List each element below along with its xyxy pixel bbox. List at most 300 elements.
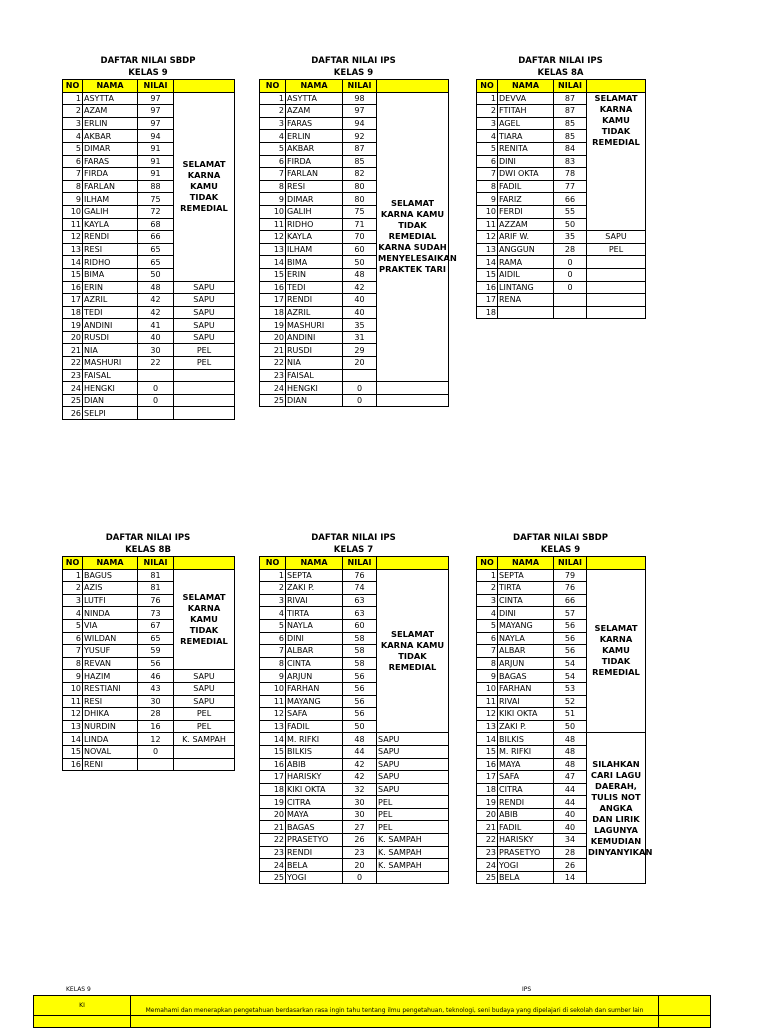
- row-no: 20: [477, 808, 498, 821]
- table-row: [260, 382, 449, 395]
- row-nilai: 30: [343, 796, 377, 809]
- row-nama: GALIH: [83, 205, 138, 218]
- table-row: [63, 344, 235, 357]
- row-no: 1: [260, 569, 286, 582]
- row-no: 21: [477, 821, 498, 834]
- row-no: 13: [63, 243, 83, 256]
- row-nilai: 94: [138, 130, 174, 143]
- row-nilai: 78: [554, 168, 587, 181]
- table-row: [477, 243, 646, 256]
- row-nama: NOVAL: [83, 745, 138, 758]
- row-no: 14: [260, 256, 286, 269]
- row-no: 4: [63, 130, 83, 143]
- row-keterangan: K. SAMPAH: [174, 733, 235, 746]
- row-nilai: 58: [343, 657, 377, 670]
- row-nilai: 48: [554, 745, 587, 758]
- row-nilai: 48: [554, 733, 587, 746]
- table-row: [63, 670, 235, 683]
- grade-table: [259, 556, 449, 884]
- header-keterangan: [174, 557, 235, 570]
- row-no: 15: [260, 745, 286, 758]
- row-no: 11: [477, 695, 498, 708]
- row-nilai: 76: [138, 594, 174, 607]
- row-nama: KIKI OKTA: [498, 708, 554, 721]
- header-no: NO: [477, 557, 498, 570]
- row-nama: ERLIN: [286, 130, 343, 143]
- row-no: 14: [477, 733, 498, 746]
- table-row: [63, 695, 235, 708]
- table-row: [260, 733, 449, 746]
- row-no: 13: [260, 720, 286, 733]
- row-keterangan: [174, 407, 235, 420]
- row-keterangan: SAPU: [377, 783, 449, 796]
- row-no: 7: [63, 168, 83, 181]
- header-keterangan: [174, 80, 235, 93]
- row-nilai: 75: [138, 193, 174, 206]
- row-nilai: 60: [343, 619, 377, 632]
- table-subtitle: KELAS 9: [333, 68, 374, 78]
- row-nama: RESI: [83, 243, 138, 256]
- row-nilai: 79: [554, 569, 587, 582]
- row-keterangan: PEL: [174, 708, 235, 721]
- row-nilai: 53: [554, 682, 587, 695]
- row-nama: SAFA: [498, 771, 554, 784]
- row-nama: YOGI: [286, 871, 343, 884]
- table-row: [260, 859, 449, 872]
- table-row: [63, 281, 235, 294]
- row-no: 7: [260, 168, 286, 181]
- row-no: 13: [260, 243, 286, 256]
- remedial-message: SELAMAT KARNA KAMU TIDAK REMEDIAL: [174, 92, 235, 281]
- row-nilai: 30: [138, 344, 174, 357]
- row-no: 21: [260, 821, 286, 834]
- row-keterangan: SAPU: [174, 331, 235, 344]
- grade-table: [62, 79, 235, 420]
- row-nama: AZRIL: [286, 306, 343, 319]
- row-nilai: 42: [138, 294, 174, 307]
- row-nama: RENITA: [498, 142, 554, 155]
- row-no: 16: [63, 758, 83, 771]
- row-keterangan: SAPU: [174, 306, 235, 319]
- row-nama: NIA: [286, 357, 343, 370]
- row-nilai: 65: [138, 632, 174, 645]
- row-nama: BAGUS: [83, 569, 138, 582]
- row-no: 17: [260, 771, 286, 784]
- row-no: 23: [260, 846, 286, 859]
- row-no: 10: [260, 205, 286, 218]
- row-keterangan: [587, 256, 646, 269]
- row-nama: RENI: [83, 758, 138, 771]
- row-no: 4: [260, 130, 286, 143]
- row-nama: ARJUN: [498, 657, 554, 670]
- row-nama: AKBAR: [83, 130, 138, 143]
- row-no: 4: [477, 130, 498, 143]
- row-no: 3: [260, 117, 286, 130]
- row-nama: AKBAR: [286, 142, 343, 155]
- row-nilai: 58: [343, 645, 377, 658]
- row-no: 9: [63, 193, 83, 206]
- row-nilai: 76: [554, 582, 587, 595]
- row-nama: ARIF W.: [498, 231, 554, 244]
- row-no: 10: [477, 205, 498, 218]
- row-nilai: 29: [343, 344, 377, 357]
- row-nama: AZZAM: [498, 218, 554, 231]
- row-nilai: 63: [343, 607, 377, 620]
- row-nama: SAFA: [286, 708, 343, 721]
- row-nama: TEDI: [286, 281, 343, 294]
- row-no: 26: [63, 407, 83, 420]
- row-nama: TIRTA: [286, 607, 343, 620]
- table-subtitle: KELAS 8B: [125, 545, 171, 555]
- row-nilai: 31: [343, 331, 377, 344]
- row-nilai: 65: [138, 256, 174, 269]
- row-no: 3: [477, 594, 498, 607]
- row-nama: MAYA: [286, 808, 343, 821]
- table-row: [260, 758, 449, 771]
- row-keterangan: SAPU: [377, 745, 449, 758]
- remedial-message: SELAMAT KARNA KAMU TIDAK REMEDIAL: [174, 569, 235, 670]
- row-no: 21: [63, 344, 83, 357]
- row-no: 1: [63, 92, 83, 105]
- row-nilai: 70: [343, 231, 377, 244]
- row-nama: BAGAS: [286, 821, 343, 834]
- row-nilai: 82: [343, 168, 377, 181]
- header-no: NO: [477, 80, 498, 93]
- row-no: 19: [477, 796, 498, 809]
- row-nama: RUSDI: [286, 344, 343, 357]
- table-row: [260, 569, 449, 582]
- row-nama: MASHURI: [286, 319, 343, 332]
- row-no: 16: [477, 281, 498, 294]
- row-no: 25: [63, 394, 83, 407]
- row-nilai: [554, 306, 587, 319]
- row-no: 2: [260, 105, 286, 118]
- row-nilai: 56: [554, 632, 587, 645]
- row-nilai: 43: [138, 682, 174, 695]
- row-nama: TIARA: [498, 130, 554, 143]
- row-nilai: 40: [554, 808, 587, 821]
- row-nama: RIDHO: [83, 256, 138, 269]
- row-no: 6: [260, 632, 286, 645]
- row-keterangan: [587, 306, 646, 319]
- table-row: [260, 821, 449, 834]
- row-no: 3: [63, 117, 83, 130]
- row-nama: ILHAM: [286, 243, 343, 256]
- row-nama: LINTANG: [498, 281, 554, 294]
- grade-table: [476, 79, 646, 319]
- row-no: 11: [477, 218, 498, 231]
- row-nilai: 75: [343, 205, 377, 218]
- row-nama: FADIL: [498, 180, 554, 193]
- row-nama: HENGKI: [83, 382, 138, 395]
- header-nama: NAMA: [498, 557, 554, 570]
- row-nilai: 56: [343, 682, 377, 695]
- row-keterangan: [377, 871, 449, 884]
- row-nilai: 50: [554, 720, 587, 733]
- row-nilai: 0: [138, 394, 174, 407]
- row-nama: ALBAR: [286, 645, 343, 658]
- row-keterangan: PEL: [174, 720, 235, 733]
- row-no: 11: [260, 695, 286, 708]
- row-nilai: 0: [554, 268, 587, 281]
- header-row: [63, 557, 235, 570]
- row-no: 18: [477, 783, 498, 796]
- row-nama: NAYLA: [286, 619, 343, 632]
- row-keterangan: SAPU: [174, 670, 235, 683]
- table-row: [63, 708, 235, 721]
- row-nama: AZRIL: [83, 294, 138, 307]
- row-nama: ERIN: [286, 268, 343, 281]
- row-no: 7: [63, 645, 83, 658]
- row-no: 3: [477, 117, 498, 130]
- row-no: 1: [260, 92, 286, 105]
- row-nilai: 34: [554, 834, 587, 847]
- row-nilai: [554, 294, 587, 307]
- row-nama: TIRTA: [498, 582, 554, 595]
- row-nama: BIMA: [286, 256, 343, 269]
- header-row: [63, 80, 235, 93]
- row-no: 2: [477, 105, 498, 118]
- table-row: [260, 92, 449, 105]
- row-nama: ZAKI P.: [498, 720, 554, 733]
- row-nilai: 48: [138, 281, 174, 294]
- row-no: 16: [260, 758, 286, 771]
- table-row: [260, 834, 449, 847]
- row-nilai: 30: [138, 695, 174, 708]
- row-nilai: 44: [343, 745, 377, 758]
- row-no: 21: [260, 344, 286, 357]
- row-nilai: 48: [343, 268, 377, 281]
- row-keterangan: [174, 394, 235, 407]
- row-nama: DWI OKTA: [498, 168, 554, 181]
- table-row: [63, 294, 235, 307]
- row-no: 15: [477, 268, 498, 281]
- row-nama: RUSDI: [83, 331, 138, 344]
- row-nama: CINTA: [286, 657, 343, 670]
- row-nama: SEPTA: [498, 569, 554, 582]
- row-nama: ERIN: [83, 281, 138, 294]
- row-no: 23: [63, 369, 83, 382]
- row-keterangan: [377, 382, 449, 395]
- row-nilai: 56: [343, 695, 377, 708]
- row-nilai: 81: [138, 582, 174, 595]
- row-nilai: 48: [554, 758, 587, 771]
- row-no: 14: [63, 733, 83, 746]
- row-no: 4: [477, 607, 498, 620]
- table-row: [260, 871, 449, 884]
- row-nama: FIRDA: [83, 168, 138, 181]
- row-no: 15: [63, 268, 83, 281]
- row-no: 6: [477, 632, 498, 645]
- row-no: 8: [260, 180, 286, 193]
- row-no: 10: [477, 682, 498, 695]
- row-nilai: 57: [554, 607, 587, 620]
- row-nama: M. RIFKI: [286, 733, 343, 746]
- table-subtitle: KELAS 8A: [537, 68, 584, 78]
- table-block: [259, 55, 457, 407]
- row-nama: NIA: [83, 344, 138, 357]
- row-nama: RIVAI: [286, 594, 343, 607]
- row-nilai: 0: [138, 382, 174, 395]
- row-no: 8: [477, 180, 498, 193]
- row-nama: KAYLA: [83, 218, 138, 231]
- row-nilai: 28: [138, 708, 174, 721]
- row-nilai: 35: [343, 319, 377, 332]
- row-nilai: 40: [343, 294, 377, 307]
- row-nilai: 77: [554, 180, 587, 193]
- row-nilai: 76: [343, 569, 377, 582]
- row-no: 17: [63, 294, 83, 307]
- row-nilai: 0: [343, 394, 377, 407]
- row-keterangan: [377, 394, 449, 407]
- row-no: 8: [63, 180, 83, 193]
- row-no: 22: [477, 834, 498, 847]
- table-row: [477, 306, 646, 319]
- row-nama: ALBAR: [498, 645, 554, 658]
- table-row: [63, 758, 235, 771]
- row-nama: FTITAH: [498, 105, 554, 118]
- ki-label: KI: [34, 996, 131, 1016]
- row-nama: MASHURI: [83, 357, 138, 370]
- table-row: [260, 745, 449, 758]
- row-no: 15: [260, 268, 286, 281]
- row-no: 11: [63, 695, 83, 708]
- row-nama: FARLAN: [83, 180, 138, 193]
- row-no: 9: [477, 670, 498, 683]
- row-nilai: 56: [343, 708, 377, 721]
- row-no: 5: [63, 619, 83, 632]
- row-keterangan: K. SAMPAH: [377, 859, 449, 872]
- row-no: 7: [260, 645, 286, 658]
- row-no: 18: [260, 783, 286, 796]
- header-row: [260, 557, 449, 570]
- row-no: 16: [477, 758, 498, 771]
- row-no: 25: [260, 394, 286, 407]
- row-no: 11: [260, 218, 286, 231]
- row-nilai: 40: [343, 306, 377, 319]
- row-nama: VIA: [83, 619, 138, 632]
- row-nilai: 87: [554, 105, 587, 118]
- header-keterangan: [377, 80, 449, 93]
- row-nilai: 42: [343, 758, 377, 771]
- row-nama: RENA: [498, 294, 554, 307]
- table-row: [477, 256, 646, 269]
- table-title: DAFTAR NILAI SBDP: [100, 56, 196, 66]
- row-no: 25: [477, 871, 498, 884]
- ki-empty-cell: [659, 996, 711, 1016]
- row-no: 15: [63, 745, 83, 758]
- header-row: [477, 557, 646, 570]
- row-nilai: [138, 407, 174, 420]
- row-no: 22: [260, 834, 286, 847]
- row-nama: WILDAN: [83, 632, 138, 645]
- row-nilai: 97: [138, 117, 174, 130]
- table-block: [259, 532, 449, 884]
- table-row: [63, 733, 235, 746]
- row-nama: CITRA: [286, 796, 343, 809]
- row-nilai: 41: [138, 319, 174, 332]
- row-no: 20: [260, 331, 286, 344]
- table-row: [477, 569, 646, 582]
- row-nilai: 0: [554, 281, 587, 294]
- table-row: [63, 407, 235, 420]
- row-nilai: 26: [343, 834, 377, 847]
- row-keterangan: SAPU: [587, 231, 646, 244]
- row-nilai: 56: [343, 670, 377, 683]
- row-nilai: 58: [343, 632, 377, 645]
- row-nama: HAZIM: [83, 670, 138, 683]
- row-no: 14: [477, 256, 498, 269]
- row-no: 19: [260, 796, 286, 809]
- row-keterangan: SAPU: [377, 758, 449, 771]
- row-nama: MAYANG: [286, 695, 343, 708]
- row-nama: BELA: [286, 859, 343, 872]
- row-nilai: 20: [343, 859, 377, 872]
- row-no: 14: [260, 733, 286, 746]
- grade-table: [62, 556, 235, 771]
- row-nama: AZAM: [83, 105, 138, 118]
- row-nilai: 60: [343, 243, 377, 256]
- row-nilai: 72: [138, 205, 174, 218]
- table-row: [63, 569, 235, 582]
- header-nilai: NILAI: [138, 557, 174, 570]
- row-nama: BAGAS: [498, 670, 554, 683]
- header-nilai: NILAI: [138, 80, 174, 93]
- row-keterangan: PEL: [174, 344, 235, 357]
- row-nilai: 92: [343, 130, 377, 143]
- row-no: 13: [477, 720, 498, 733]
- row-nilai: 50: [343, 256, 377, 269]
- row-nama: KIKI OKTA: [286, 783, 343, 796]
- row-nama: DHIKA: [83, 708, 138, 721]
- row-nama: [498, 306, 554, 319]
- footer-kelas: KELAS 9: [66, 986, 91, 993]
- row-no: 5: [477, 142, 498, 155]
- row-keterangan: [174, 382, 235, 395]
- table-row: [477, 733, 646, 746]
- table-row: [260, 771, 449, 784]
- row-nama: ERLIN: [83, 117, 138, 130]
- grade-table: [259, 79, 457, 407]
- row-nilai: 91: [138, 142, 174, 155]
- row-no: 4: [63, 607, 83, 620]
- row-nama: MAYANG: [498, 619, 554, 632]
- row-nilai: 56: [138, 657, 174, 670]
- row-no: 3: [63, 594, 83, 607]
- row-nilai: 54: [554, 657, 587, 670]
- table-row: [260, 796, 449, 809]
- row-nilai: [138, 369, 174, 382]
- row-nama: SELPI: [83, 407, 138, 420]
- row-nilai: 91: [138, 168, 174, 181]
- header-no: NO: [260, 557, 286, 570]
- row-nama: PRASETYO: [498, 846, 554, 859]
- row-nilai: 63: [343, 594, 377, 607]
- row-nama: LINDA: [83, 733, 138, 746]
- row-keterangan: [587, 281, 646, 294]
- ki-table: [33, 995, 711, 1028]
- row-nama: M. RIFKI: [498, 745, 554, 758]
- row-nama: DIAN: [83, 394, 138, 407]
- row-no: 6: [477, 155, 498, 168]
- row-no: 9: [260, 670, 286, 683]
- row-nama: ASYTTA: [286, 92, 343, 105]
- row-nama: RENDI: [286, 294, 343, 307]
- row-nilai: 12: [138, 733, 174, 746]
- row-nama: RENDI: [498, 796, 554, 809]
- row-no: 2: [477, 582, 498, 595]
- row-no: 20: [63, 331, 83, 344]
